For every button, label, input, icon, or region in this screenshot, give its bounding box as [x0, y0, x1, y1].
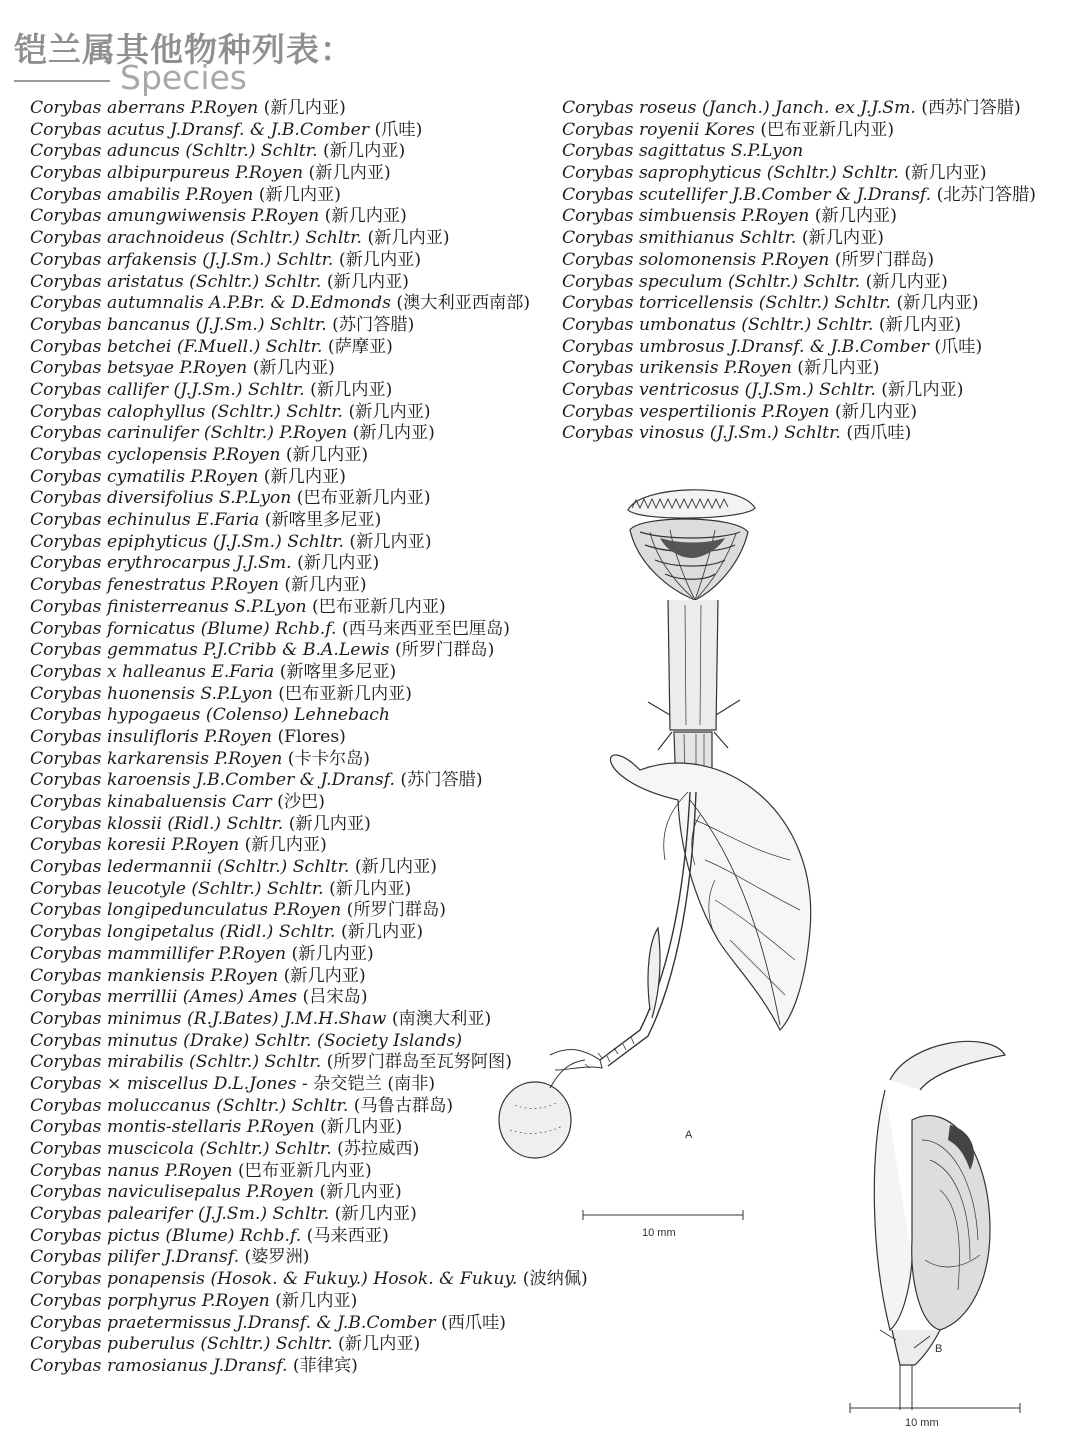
species-name: Corybas hypogaeus (Colenso) Lehnebach: [30, 705, 390, 726]
species-name: Corybas huonensis S.P.Lyon: [30, 683, 273, 704]
species-item: [30, 293, 590, 315]
species-region: (卡卡尔岛): [282, 748, 370, 769]
species-item: [562, 272, 1072, 294]
species-item: [562, 228, 1072, 250]
species-region: (新几内亚): [335, 922, 424, 943]
page-title: 铠兰属其他物种列表：: [14, 30, 354, 69]
species-region: (新几内亚): [286, 943, 374, 964]
species-region: (北苏门答腊): [931, 184, 1036, 205]
species-region: (苏门答腊): [326, 314, 415, 335]
species-item: [30, 1313, 590, 1335]
species-region: (新几内亚): [332, 1334, 421, 1355]
species-name: Corybas echinulus E.Faria: [30, 510, 260, 531]
species-name: Corybas montis-stellaris P.Royen: [30, 1117, 315, 1138]
species-name: Corybas urikensis P.Royen: [562, 358, 792, 379]
species-item: [30, 120, 590, 142]
species-name: Corybas nanus P.Royen: [30, 1160, 233, 1181]
species-region: (新几内亚): [314, 1117, 403, 1138]
species-region: (新几内亚): [873, 314, 962, 335]
species-name: Corybas epiphyticus (J.J.Sm.) Schltr.: [30, 531, 344, 552]
species-region: (新几内亚): [278, 965, 366, 986]
species-name: Corybas ponapensis (Hosok. & Fukuy.) Hosok. & Fukuy.: [30, 1269, 518, 1290]
species-name: Corybas ledermannii (Schltr.) Schltr.: [30, 857, 350, 878]
species-region: (波纳佩): [517, 1269, 588, 1290]
species-region: (新几内亚): [258, 466, 346, 487]
species-region: (新几内亚): [796, 228, 885, 249]
species-item: [30, 1356, 590, 1378]
species-region: (萨摩亚): [322, 336, 393, 357]
species-name: Corybas umbonatus (Schltr.) Schltr.: [562, 314, 874, 335]
species-region: (新几内亚): [247, 358, 335, 379]
species-name: Corybas porphyrus P.Royen: [30, 1290, 270, 1311]
species-item: [30, 402, 590, 424]
species-region: (巴布亚新几内亚): [291, 488, 431, 509]
species-name: Corybas x halleanus E.Faria: [30, 661, 275, 682]
species-item: [30, 315, 590, 337]
species-name: Corybas erythrocarpus J.J.Sm.: [30, 553, 292, 574]
species-item: [562, 120, 1072, 142]
species-name: Corybas moluccanus (Schltr.) Schltr.: [30, 1095, 349, 1116]
species-name: Corybas mankiensis P.Royen: [30, 965, 279, 986]
species-region: (新几内亚): [875, 379, 964, 400]
species-region: (新几内亚): [317, 141, 406, 162]
species-name: Corybas ramosianus J.Dransf.: [30, 1355, 288, 1376]
species-region: (沙巴): [271, 792, 325, 812]
species-region: (新几内亚): [809, 206, 897, 227]
botanical-illustration-b: [830, 1030, 1030, 1430]
species-region: (巴布亚新几内亚): [306, 596, 446, 617]
species-item: [30, 141, 590, 163]
species-region: (新几内亚): [314, 1182, 402, 1203]
species-item: [30, 1247, 590, 1269]
species-item: [562, 358, 1072, 380]
species-region: (南澳大利亚): [386, 1008, 492, 1029]
species-name: Corybas albipurpureus P.Royen: [30, 163, 304, 184]
species-name: Corybas scutellifer J.B.Comber & J.Dransf.: [562, 184, 932, 205]
species-item: [30, 1334, 590, 1356]
species-region: (婆罗洲): [239, 1247, 310, 1268]
subtitle-divider: [14, 80, 110, 82]
species-region: (澳大利亚西南部): [390, 293, 531, 314]
scale-label-a: 10 mm: [642, 1227, 676, 1239]
species-item: [30, 1269, 590, 1291]
species-name: Corybas callifer (J.J.Sm.) Schltr.: [30, 379, 305, 400]
species-region: (新几内亚): [890, 293, 979, 314]
species-name: Corybas fenestratus P.Royen: [30, 575, 279, 596]
species-name: Corybas roseus (Janch.) Janch. ex J.J.Sm.: [562, 98, 916, 118]
species-region: (爪哇): [928, 336, 983, 357]
species-item: [30, 1291, 590, 1313]
species-region: (新几内亚): [304, 379, 393, 400]
botanical-illustration-a: [490, 470, 820, 1250]
species-item: [562, 250, 1072, 272]
species-region: (新几内亚): [258, 98, 346, 118]
species-region: (西爪哇): [435, 1312, 507, 1333]
species-region: (新几内亚): [829, 401, 918, 422]
species-item: [30, 423, 590, 445]
species-name: Corybas leucotyle (Schltr.) Schltr.: [30, 878, 324, 899]
species-name: Corybas fornicatus (Blume) Rchb.f.: [30, 618, 337, 639]
species-name: Corybas cymatilis P.Royen: [30, 466, 259, 487]
species-name: Corybas aduncus (Schltr.) Schltr.: [30, 141, 318, 162]
species-name: Corybas amabilis P.Royen: [30, 184, 254, 205]
species-name: Corybas royenii Kores: [562, 119, 755, 140]
species-region: (新几内亚): [321, 271, 409, 292]
species-name: Corybas minimus (R.J.Bates) J.M.H.Shaw: [30, 1008, 387, 1029]
species-name: Corybas arachnoideus (Schltr.) Schltr.: [30, 228, 363, 249]
species-name: Corybas aberrans P.Royen: [30, 98, 259, 118]
species-region: (西苏门答腊): [915, 98, 1021, 118]
species-name: Corybas carinulifer (Schltr.) P.Royen: [30, 423, 348, 444]
species-item: [562, 337, 1072, 359]
species-name: Corybas muscicola (Schltr.) Schltr.: [30, 1139, 332, 1159]
species-region: (新几内亚): [269, 1290, 358, 1311]
species-name: Corybas merrillii (Ames) Ames: [30, 987, 298, 1008]
species-item: [30, 358, 590, 380]
species-item: [30, 185, 590, 207]
species-item: [562, 315, 1072, 337]
species-region: (新几内亚): [349, 857, 437, 878]
species-region: (新喀里多尼亚): [274, 661, 397, 682]
species-name: Corybas puberulus (Schltr.) Schltr.: [30, 1334, 333, 1355]
species-region: (巴布亚新几内亚): [232, 1160, 372, 1181]
species-item: [562, 293, 1072, 315]
species-item: [562, 98, 1072, 120]
species-region: (所罗门群岛): [341, 900, 446, 921]
species-item: [30, 445, 590, 467]
species-name: Corybas autumnalis A.P.Br. & D.Edmonds: [30, 293, 391, 314]
species-region: (新几内亚): [303, 163, 391, 184]
species-region: (新几内亚): [343, 531, 432, 552]
species-region: (新几内亚): [362, 228, 450, 249]
species-region: (新几内亚): [323, 878, 412, 899]
species-name: Corybas koresii P.Royen: [30, 835, 240, 856]
species-name: Corybas bancanus (J.J.Sm.) Schltr.: [30, 314, 327, 335]
species-region: (所罗门群岛): [389, 640, 495, 661]
species-name: Corybas longipetalus (Ridl.) Schltr.: [30, 922, 336, 943]
species-name: Corybas kinabaluensis Carr: [30, 792, 272, 812]
page-subtitle: Species: [120, 58, 248, 97]
species-region: (新几内亚): [278, 575, 367, 596]
species-name: Corybas umbrosus J.Dransf. & J.B.Comber: [562, 336, 929, 357]
species-region: (菲律宾): [287, 1355, 358, 1376]
species-item: [30, 206, 590, 228]
species-region: (新几内亚): [898, 163, 987, 184]
species-region: (新几内亚): [319, 206, 407, 227]
species-region: (新喀里多尼亚): [259, 510, 382, 531]
species-name: Corybas klossii (Ridl.) Schltr.: [30, 813, 284, 834]
species-item: [30, 380, 590, 402]
species-region: (所罗门群岛): [829, 249, 935, 270]
species-region: (西马来西亚至巴厘岛): [336, 618, 511, 639]
species-name: Corybas gemmatus P.J.Cribb & B.A.Lewis: [30, 640, 390, 661]
species-name: Corybas insulifloris P.Royen: [30, 726, 272, 747]
figure-label-a: A: [685, 1129, 693, 1141]
species-name: Corybas ventricosus (J.J.Sm.) Schltr.: [562, 379, 876, 400]
species-region: (马鲁古群岛): [348, 1095, 454, 1116]
species-name: Corybas karoensis J.B.Comber & J.Dransf.: [30, 770, 395, 791]
species-name: Corybas pictus (Blume) Rchb.f.: [30, 1225, 302, 1246]
species-item: [562, 206, 1072, 228]
species-name: Corybas naviculisepalus P.Royen: [30, 1182, 315, 1203]
species-name: Corybas vinosus (J.J.Sm.) Schltr.: [562, 423, 841, 444]
species-name: Corybas diversifolius S.P.Lyon: [30, 488, 292, 509]
species-item: [562, 380, 1072, 402]
species-name: Corybas vespertilionis P.Royen: [562, 401, 830, 422]
species-item: [562, 423, 1072, 445]
species-region: (巴布亚新几内亚): [272, 683, 412, 704]
species-region: (新几内亚): [791, 358, 880, 379]
species-name: Corybas arfakensis (J.J.Sm.) Schltr.: [30, 249, 334, 270]
species-name: Corybas sagittatus S.P.Lyon: [562, 141, 804, 162]
species-name: Corybas pilifer J.Dransf.: [30, 1247, 240, 1268]
species-region: (新几内亚): [283, 813, 371, 834]
species-region: (新几内亚): [860, 271, 948, 292]
species-region: (马来西亚): [301, 1225, 389, 1246]
species-region: (爪哇): [369, 119, 423, 140]
species-name: Corybas praetermissus J.Dransf. & J.B.Comber: [30, 1312, 436, 1333]
species-list-right: [562, 98, 1072, 445]
species-item: [30, 250, 590, 272]
species-region: (Flores): [272, 726, 346, 747]
species-name: Corybas simbuensis P.Royen: [562, 206, 810, 227]
species-region: (新几内亚): [333, 249, 422, 270]
species-item: [562, 402, 1072, 424]
scale-label-b: 10 mm: [905, 1417, 939, 1429]
species-name: Corybas speculum (Schltr.) Schltr.: [562, 271, 861, 292]
species-region: (西爪哇): [840, 423, 912, 444]
species-region: (新几内亚): [343, 401, 431, 422]
species-name: Corybas saprophyticus (Schltr.) Schltr.: [562, 163, 899, 184]
species-name: Corybas longipedunculatus P.Royen: [30, 900, 342, 921]
species-item: [30, 272, 590, 294]
species-region: (新几内亚): [253, 184, 341, 205]
species-name: Corybas acutus J.Dransf. & J.B.Comber: [30, 119, 370, 140]
species-region: (巴布亚新几内亚): [754, 119, 895, 140]
species-name: Corybas finisterreanus S.P.Lyon: [30, 596, 307, 617]
species-name: Corybas minutus (Drake) Schltr. (Society Islands): [30, 1030, 463, 1051]
species-item: [30, 337, 590, 359]
figure-label-b: B: [935, 1343, 943, 1355]
species-name: Corybas mirabilis (Schltr.) Schltr.: [30, 1052, 322, 1073]
species-name: Corybas betsyae P.Royen: [30, 358, 248, 379]
species-item: [562, 163, 1072, 185]
species-item: [562, 185, 1072, 207]
species-name: Corybas calophyllus (Schltr.) Schltr.: [30, 401, 344, 422]
species-region: - 杂交铠兰 (南非): [296, 1073, 436, 1094]
species-name: Corybas karkarensis P.Royen: [30, 748, 283, 769]
species-name: Corybas torricellensis (Schltr.) Schltr.: [562, 293, 891, 314]
species-region: (新几内亚): [280, 445, 369, 465]
species-region: (所罗门群岛至瓦努阿图): [321, 1052, 512, 1073]
species-item: [562, 141, 1072, 163]
species-region: (吕宋岛): [297, 987, 368, 1008]
species-name: Corybas palearifer (J.J.Sm.) Schltr.: [30, 1204, 330, 1225]
species-name: Corybas cyclopensis P.Royen: [30, 445, 281, 465]
species-item: [30, 228, 590, 250]
species-region: (新几内亚): [347, 423, 435, 444]
species-region: (新几内亚): [329, 1204, 417, 1225]
species-name: Corybas × miscellus D.L.Jones: [30, 1073, 297, 1094]
species-name: Corybas aristatus (Schltr.) Schltr.: [30, 271, 322, 292]
species-name: Corybas solomonensis P.Royen: [562, 249, 830, 270]
species-item: [30, 98, 590, 120]
species-region: (苏拉威西): [331, 1139, 420, 1159]
species-name: Corybas amungwiwensis P.Royen: [30, 206, 320, 227]
species-name: Corybas smithianus Schltr.: [562, 228, 797, 249]
species-name: Corybas betchei (F.Muell.) Schltr.: [30, 336, 323, 357]
species-region: (苏门答腊): [394, 770, 483, 791]
species-name: Corybas mammillifer P.Royen: [30, 943, 287, 964]
species-item: [30, 163, 590, 185]
species-region: (新几内亚): [291, 553, 380, 574]
species-region: (新几内亚): [239, 835, 327, 856]
